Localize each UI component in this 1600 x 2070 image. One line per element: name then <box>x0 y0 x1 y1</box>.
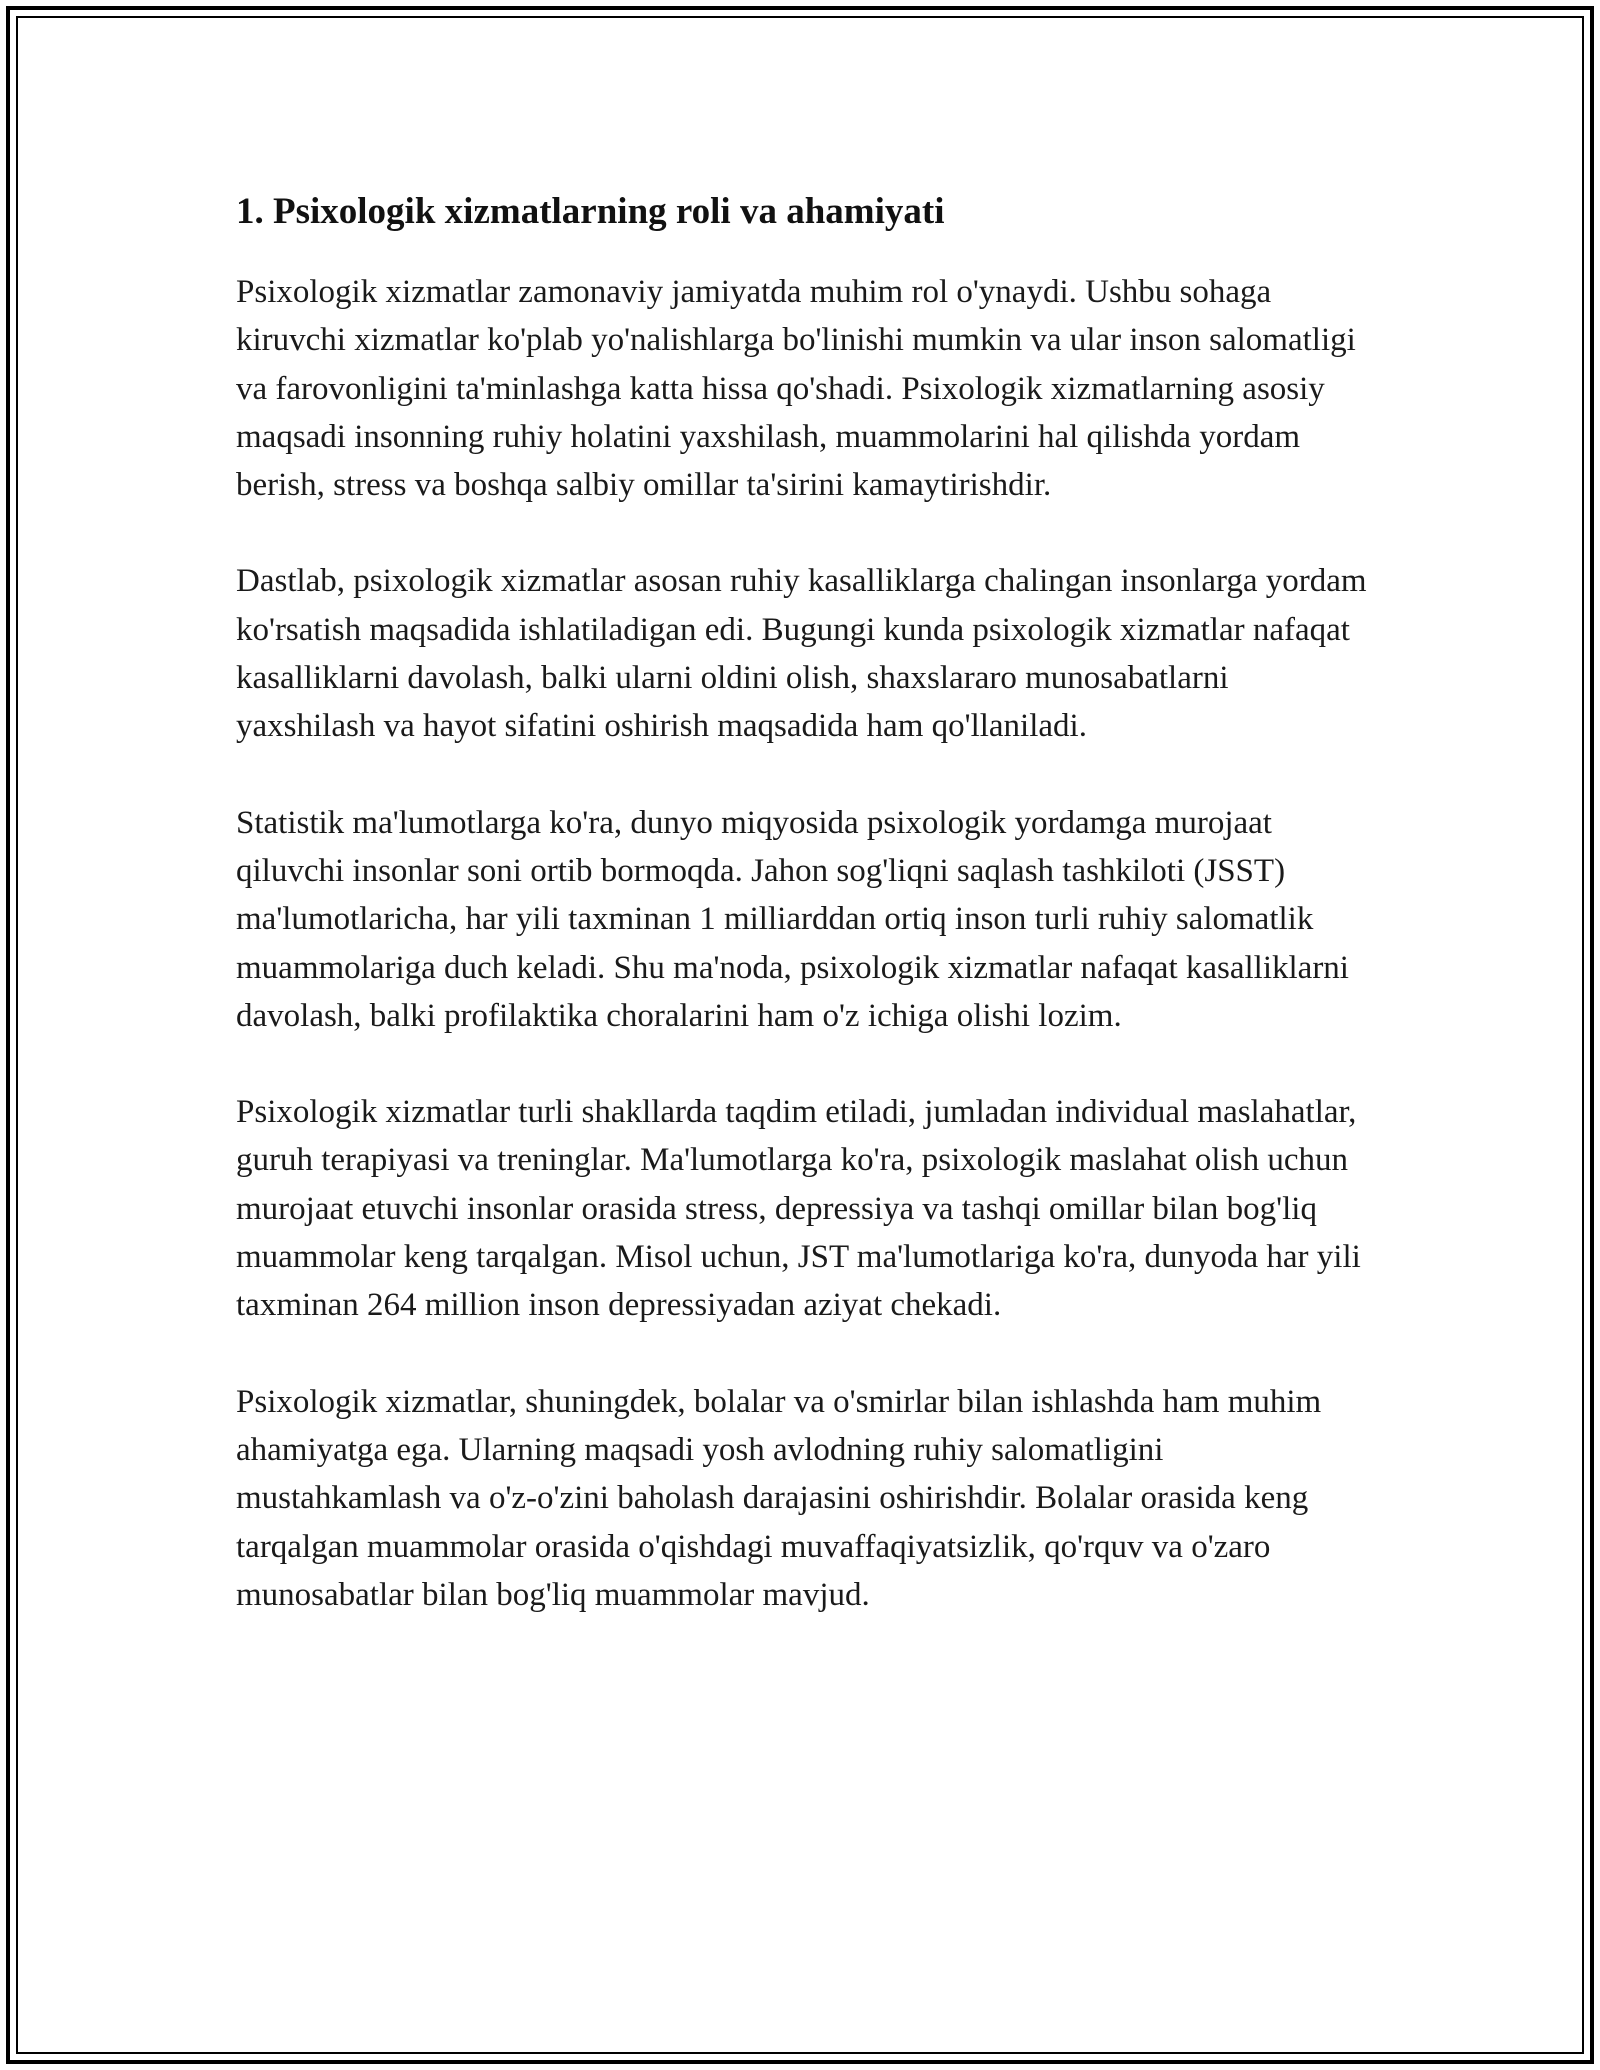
document-body <box>236 186 1376 1667</box>
section-title: 1. Psixologik xizmatlarning roli va ahamiyati <box>236 191 945 232</box>
paragraph-1: Psixologik xizmatlar zamonaviy jamiyatda muhim rol o'ynaydi. Ushbu sohaga kiruvchi xizmatlar ko'plab yo'nalishlarga bo'linishi mumkin va ular inson salomatligi va farovonligini ta'minlashga katta hissa qo'shadi. Psixologik xizmatlarning asosiy maqsadi insonning ruhiy holatini yaxshilash, muammolarini hal qilishda yordam berish, stress va boshqa salbiy omillar ta'sirini kamaytirishdir. <box>236 274 1356 504</box>
paragraph-2: Dastlab, psixologik xizmatlar asosan ruhiy kasalliklarga chalingan insonlarga yordam ko'rsatish maqsadida ishlatiladigan edi. Bugungi kunda psixologik xizmatlar nafaqat kasalliklarni davolash, balki ularni oldini olish, shaxslararo munosabatlarni yaxshilash va hayot sifatini oshirish maqsadida ham qo'llaniladi. <box>236 563 1367 745</box>
paragraph-5: Psixologik xizmatlar, shuningdek, bolalar va o'smirlar bilan ishlashda ham muhim ahamiyatga ega. Ularning maqsadi yosh avlodning ruhiy salomatligini mustahkamlash va o'z-o'zini baholash darajasini oshirishdir. Bolalar orasida keng tarqalgan muammolar orasida o'qishdagi muvaffaqiyatsizlik, qo'rquv va o'zaro munosabatlar bilan bog'liq muammolar mavjud. <box>236 1383 1322 1613</box>
paragraph-4: Psixologik xizmatlar turli shakllarda taqdim etiladi, jumladan individual maslahatlar, guruh terapiyasi va treninglar. Ma'lumotlarga ko'ra, psixologik maslahat olish uchun murojaat etuvchi insonlar orasida stress, depressiya va tashqi omillar bilan bog'liq muammolar keng tarqalgan. Misol uchun, JST ma'lumotlariga ko'ra, dunyoda har yili taxminan 264 million inson depressiyadan aziyat chekadi. <box>236 1094 1361 1324</box>
paragraph-3: Statistik ma'lumotlarga ko'ra, dunyo miqyosida psixologik yordamga murojaat qiluvchi insonlar soni ortib bormoqda. Jahon sog'liqni saqlash tashkiloti (JSST) ma'lumotlaricha, har yili taxminan 1 milliarddan ortiq inson turli ruhiy salomatlik muammolariga duch keladi. Shu ma'noda, psixologik xizmatlar nafaqat kasalliklarni davolash, balki profilaktika choralarini ham o'z ichiga olishi lozim. <box>236 804 1349 1034</box>
